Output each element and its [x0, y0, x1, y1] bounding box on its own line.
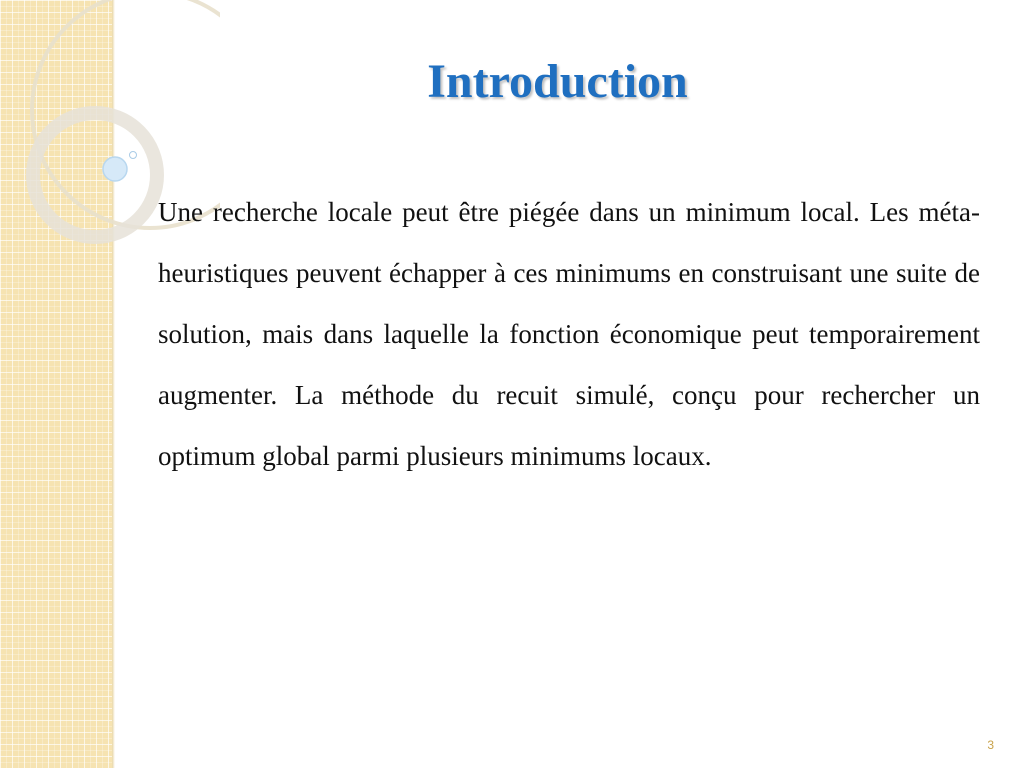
small-bubble-decoration — [130, 152, 137, 159]
slide-page-number: 3 — [987, 738, 994, 752]
side-strip-edge — [112, 0, 115, 768]
slide-body-text: Une recherche locale peut être piégée dans un minimum local. Les méta-heuristiques peuvent échapper à ces minimums en construisant une suite de solution, mais dans laquelle la fonction économique peut temporairement augmenter. La méthode du recuit simulé, conçu pour rechercher un optimum global parmi plusieurs minimums locaux. — [158, 197, 980, 471]
slide-title: Introduction — [427, 55, 688, 108]
side-grid-strip — [0, 0, 112, 768]
